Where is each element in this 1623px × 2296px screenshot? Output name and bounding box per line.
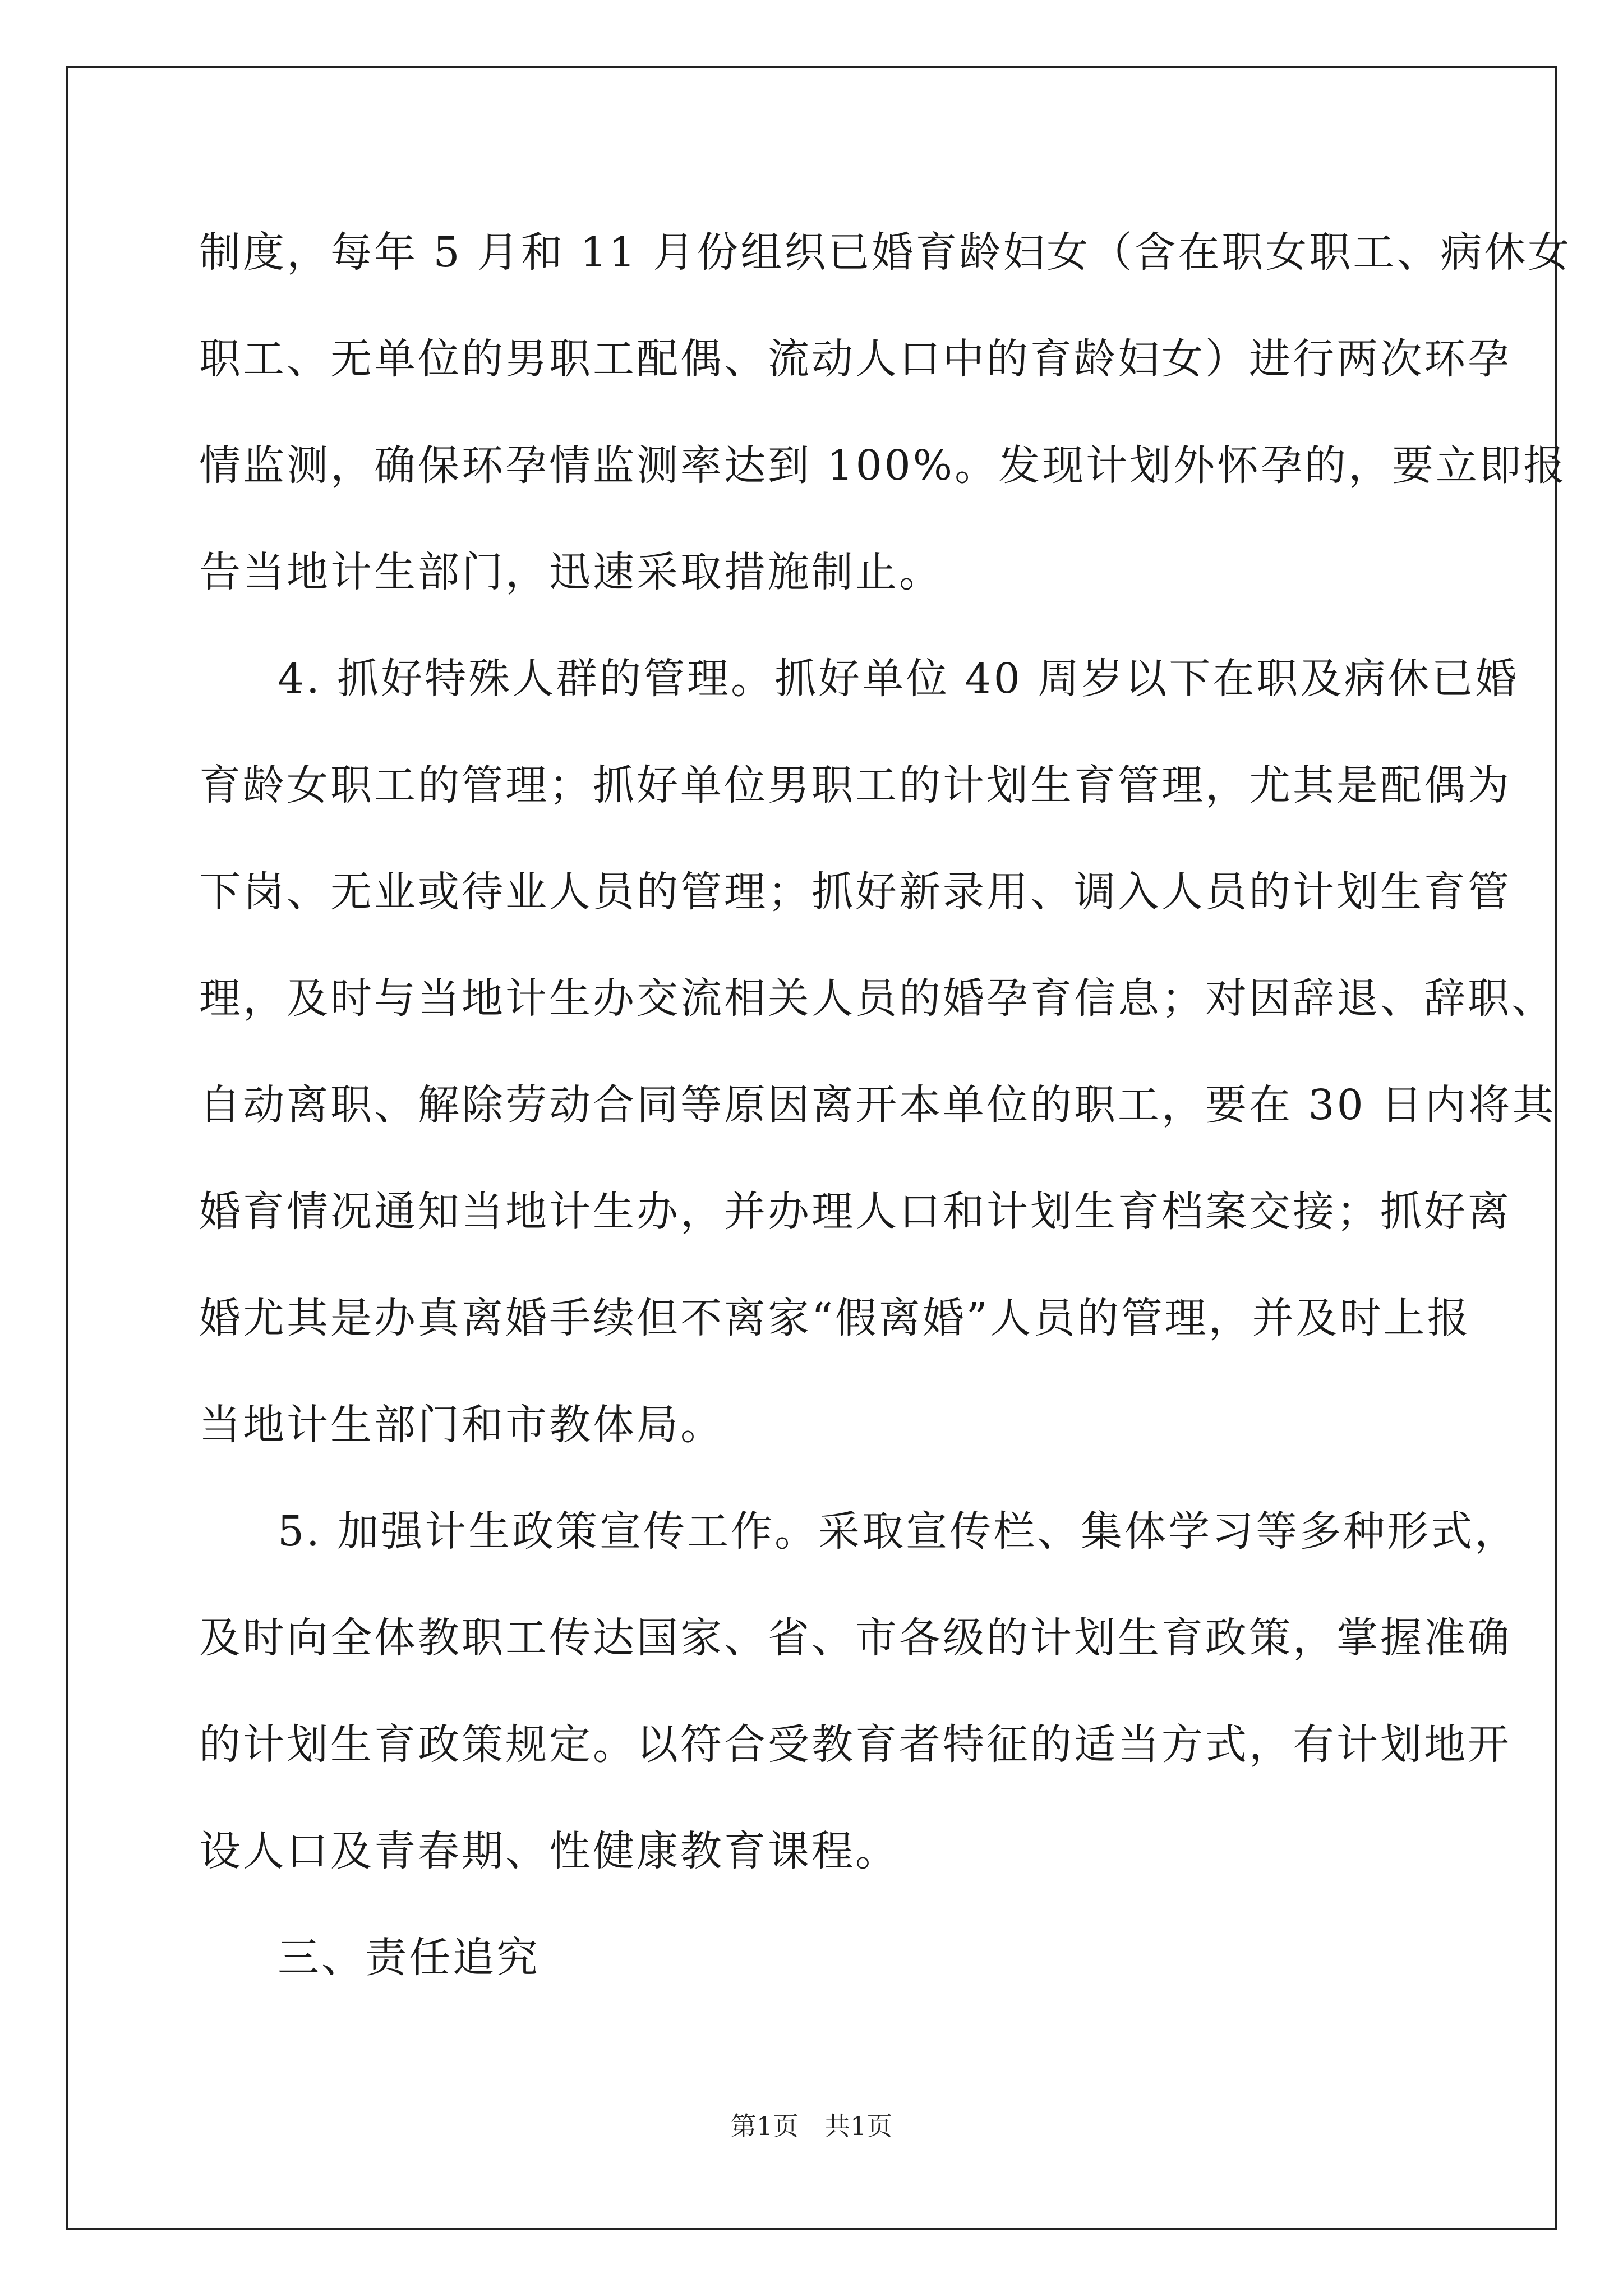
text-line: 下岗、无业或待业人员的管理；抓好新录用、调入人员的计划生育管: [199, 868, 1511, 916]
page-border: [66, 66, 1572, 2230]
section-heading: 三、责任追究: [278, 1934, 540, 1982]
text-line: 职工、无单位的男职工配偶、流动人口中的育龄妇女）进行两次环孕: [199, 335, 1511, 383]
text-line: 理，及时与当地计生办交流相关人员的婚孕育信息；对因辞退、辞职、: [199, 974, 1555, 1023]
text-line: 自动离职、解除劳动合同等原因离开本单位的职工，要在 30 日内将其: [199, 1081, 1556, 1129]
text-line: 告当地计生部门，迅速采取措施制止。: [199, 548, 943, 596]
text-line: 及时向全体教职工传达国家、省、市各级的计划生育政策，掌握准确: [199, 1614, 1511, 1662]
text-line: 当地计生部门和市教体局。: [199, 1401, 724, 1449]
text-line: 设人口及青春期、性健康教育课程。: [199, 1827, 899, 1875]
text-line: 婚育情况通知当地计生办，并办理人口和计划生育档案交接；抓好离: [199, 1188, 1511, 1236]
text-line: 情监测，确保环孕情监测率达到 100%。发现计划外怀孕的，要立即报: [199, 441, 1567, 490]
paragraph-4-first-line: 4. 抓好特殊人群的管理。抓好单位 40 周岁以下在职及病休已婚: [278, 655, 1519, 703]
text-line: 育龄女职工的管理；抓好单位男职工的计划生育管理，尤其是配偶为: [199, 761, 1511, 809]
paragraph-5-first-line: 5. 加强计生政策宣传工作。采取宣传栏、集体学习等多种形式，: [278, 1507, 1519, 1556]
text-line: 制度，每年 5 月和 11 月份组织已婚育龄妇女（含在职女职工、病休女: [199, 228, 1572, 277]
page-number: 第1页: [730, 2111, 799, 2141]
page-footer: [0, 2109, 1623, 2143]
text-line: 婚尤其是办真离婚手续但不离家“假离婚”人员的管理，并及时上报: [199, 1294, 1471, 1342]
text-line: 的计划生育政策规定。以符合受教育者特征的适当方式，有计划地开: [199, 1720, 1511, 1769]
page-total: 共1页: [824, 2111, 893, 2141]
